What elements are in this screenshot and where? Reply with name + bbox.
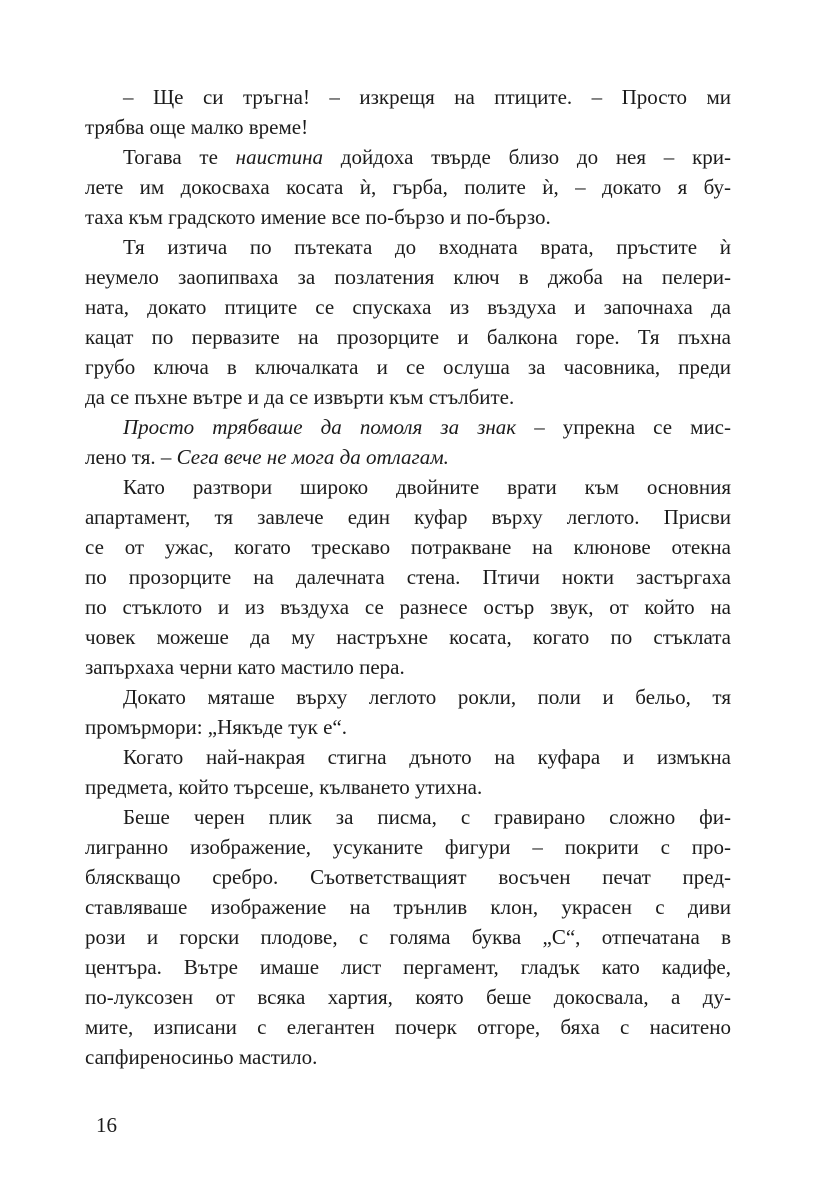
text-run: по-луксозен от всяка хартия, която беше докосвала, а ду- bbox=[85, 985, 731, 1009]
text-line bbox=[85, 82, 731, 112]
text-run: Тя изтича по пътеката до входната врата, пръстите ѝ bbox=[123, 235, 731, 259]
paragraph bbox=[85, 472, 731, 682]
text-run: бляскващо сребро. Съответстващият восъчен печат пред- bbox=[85, 865, 731, 889]
text-line bbox=[85, 472, 731, 502]
text-run: Като разтвори широко двойните врати към основния bbox=[123, 475, 731, 499]
italic-text-run: наистина bbox=[235, 145, 323, 169]
text-line bbox=[85, 322, 731, 352]
paragraph bbox=[85, 682, 731, 742]
text-run: трябва още малко време! bbox=[85, 115, 309, 139]
text-run: лете им докосваха косата ѝ, гърба, полите ѝ, – докато я бу- bbox=[85, 175, 731, 199]
text-run: неумело заопипваха за позлатения ключ в джоба на пелери- bbox=[85, 265, 731, 289]
text-line bbox=[85, 592, 731, 622]
text-line bbox=[85, 112, 731, 142]
text-line bbox=[85, 832, 731, 862]
text-line bbox=[85, 1012, 731, 1042]
text-run: – упрекна се мис- bbox=[516, 415, 731, 439]
text-run: лигранно изображение, усуканите фигури – покрити с про- bbox=[85, 835, 731, 859]
text-line bbox=[85, 772, 731, 802]
text-run: мите, изписани с елегантен почерк отгоре, бяха с наситено bbox=[85, 1015, 731, 1039]
text-run: промърмори: „Някъде тук е“. bbox=[85, 715, 347, 739]
text-line bbox=[85, 232, 731, 262]
text-run: да се пъхне вътре и да се извърти към стълбите. bbox=[85, 385, 515, 409]
text-run: рози и горски плодове, с голяма буква „С“, отпечатана в bbox=[85, 925, 731, 949]
text-run: центъра. Вътре имаше лист пергамент, гладък като кадифе, bbox=[85, 955, 731, 979]
paragraph bbox=[85, 412, 731, 472]
text-line bbox=[85, 142, 731, 172]
text-run: – Ще си тръгна! – изкрещя на птиците. – Просто ми bbox=[123, 85, 731, 109]
text-run: ната, докато птиците се спускаха из въздуха и започнаха да bbox=[85, 295, 731, 319]
text-line bbox=[85, 562, 731, 592]
paragraph bbox=[85, 742, 731, 802]
text-line bbox=[85, 712, 731, 742]
text-run: таха към градското имение все по-бързо и по-бързо. bbox=[85, 205, 551, 229]
paragraph bbox=[85, 232, 731, 412]
text-run: грубо ключа в ключалката и се ослуша за часовника, преди bbox=[85, 355, 731, 379]
paragraph bbox=[85, 802, 731, 1072]
text-run: лено тя. – bbox=[85, 445, 177, 469]
text-line bbox=[85, 892, 731, 922]
text-run: по стъклото и из въздуха се разнесе остър звук, от който на bbox=[85, 595, 731, 619]
paragraph bbox=[85, 142, 731, 232]
text-line bbox=[85, 202, 731, 232]
text-run: се от ужас, когато трескаво потракване на клюнове отекна bbox=[85, 535, 731, 559]
text-line bbox=[85, 502, 731, 532]
italic-text-run: Просто трябваше да помоля за знак bbox=[123, 415, 517, 439]
text-line bbox=[85, 862, 731, 892]
page-number: 16 bbox=[96, 1113, 117, 1137]
italic-text-run: Сега вече не мога да отлагам. bbox=[176, 445, 449, 469]
text-line bbox=[85, 412, 731, 442]
text-run: кацат по первазите на прозорците и балкона горе. Тя пъхна bbox=[85, 325, 731, 349]
text-run: сапфиреносиньо мастило. bbox=[85, 1045, 318, 1069]
text-line bbox=[85, 742, 731, 772]
text-run: Когато най-накрая стигна дъното на куфара и измъкна bbox=[123, 745, 731, 769]
text-line bbox=[85, 1042, 731, 1072]
text-run: човек можеше да му настръхне косата, когато по стъклата bbox=[85, 625, 731, 649]
text-line bbox=[85, 622, 731, 652]
text-run: ставляваше изображение на трънлив клон, украсен с диви bbox=[85, 895, 731, 919]
text-line bbox=[85, 292, 731, 322]
text-line bbox=[85, 652, 731, 682]
text-run: Тогава те bbox=[123, 145, 236, 169]
text-line bbox=[85, 442, 731, 472]
text-run: по прозорците на далечната стена. Птичи нокти застъргаха bbox=[85, 565, 731, 589]
text-line bbox=[85, 262, 731, 292]
text-line bbox=[85, 922, 731, 952]
text-line bbox=[85, 382, 731, 412]
text-run: Докато мяташе върху леглото рокли, поли и бельо, тя bbox=[123, 685, 731, 709]
text-line bbox=[85, 802, 731, 832]
text-line bbox=[85, 532, 731, 562]
text-run: предмета, който търсеше, кълването утихна. bbox=[85, 775, 483, 799]
paragraph bbox=[85, 82, 731, 142]
text-run: дойдоха твърде близо до нея – кри- bbox=[323, 145, 731, 169]
text-line bbox=[85, 172, 731, 202]
text-run: запърхаха черни като мастило пера. bbox=[85, 655, 405, 679]
text-line bbox=[85, 952, 731, 982]
text-line bbox=[85, 982, 731, 1012]
text-run: апартамент, тя завлече един куфар върху леглото. Присви bbox=[85, 505, 731, 529]
text-line bbox=[85, 682, 731, 712]
text-line bbox=[85, 352, 731, 382]
text-block bbox=[85, 82, 731, 1072]
text-run: Беше черен плик за писма, с гравирано сложно фи- bbox=[123, 805, 731, 829]
